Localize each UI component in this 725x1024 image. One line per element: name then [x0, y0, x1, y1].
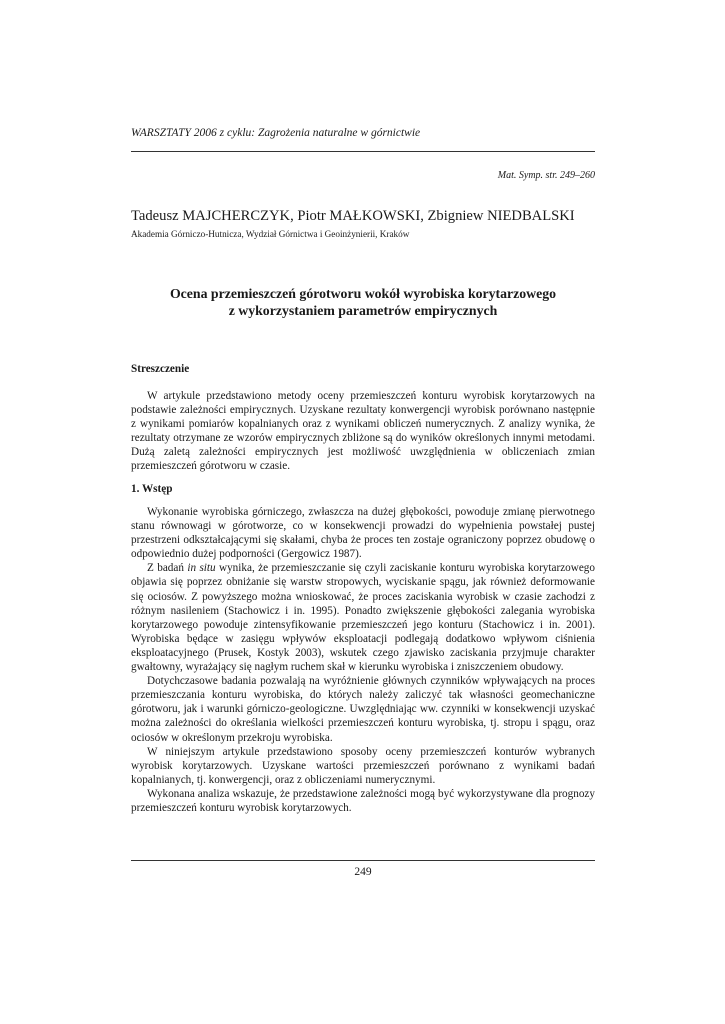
- intro-paragraph-5: Wykonana analiza wskazuje, że przedstawione zależności mogą być wykorzystywane dla prognozy przemieszczeń konturu wyrobisk korytarzowych.: [131, 787, 595, 814]
- p2-lead: Z badań: [147, 562, 188, 575]
- intro-paragraph-2: [131, 561, 595, 674]
- header-rule: [131, 151, 595, 152]
- affiliation: Akademia Górniczo-Hutnicza, Wydział Górnictwa i Geoinżynierii, Kraków: [131, 229, 410, 239]
- intro-paragraph-1: Wykonanie wyrobiska górniczego, zwłaszcza na dużej głębokości, powoduje zmianę pierwotnego stanu równowagi w górotworze, co w konsekwencji prowadzi do wypełnienia powstałej pustej przestrzeni odkształcającymi się skałami, chyba że proces ten zostaje ograniczony poprzez obudowę o odpowiednio dużej podporności (Gergowicz 1987).: [131, 506, 595, 561]
- p2-italic-term: in situ: [187, 562, 216, 575]
- section-heading-intro: 1. Wstęp: [131, 483, 173, 495]
- abstract-paragraph: W artykule przedstawiono metody oceny przemieszczeń konturu wyrobisk korytarzowych na podstawie zależności empirycznych. Uzyskane rezultaty konwergencji wyrobisk porównano następnie z wynikami pomiarów kopalnianych oraz z wynikami obliczeń numerycznych. Z analizy wynika, że rezultaty otrzymane ze wzorów empirycznych zbliżone są do wyników określonych innymi metodami. Dużą zaletą zależności empirycznych jest możliwość uwzględnienia w obliczeniach zmian przemieszczeń górotworu w czasie.: [131, 390, 595, 473]
- footer-rule: [131, 860, 595, 861]
- intro-body: [131, 505, 595, 815]
- running-head: WARSZTATY 2006 z cyklu: Zagrożenia naturalne w górnictwie: [131, 127, 421, 139]
- intro-paragraph-3: Dotychczasowe badania pozwalają na wyróżnienie głównych czynników wpływających na proces przemieszczania konturu wyrobiska, do których należy zaliczyć tak własności geomechaniczne górotworu, jak i warunki górniczo-geologiczne. Uwzględniając ww. czynniki w konsekwencji uzyskać można zależności do określania wielkości przemieszczeń konturu wyrobiska, tj. stropu i spągu, oraz ociosów w określonym przekroju wyrobiska.: [131, 675, 595, 744]
- p2-rest: wynika, że przemieszczanie się czyli zaciskanie konturu wyrobiska korytarzowego objawia się poprzez obniżanie się warstw stropowych, wyciskanie spągu, jak również deformowanie się ociosów. Z powyższego można wnioskować, że proces zaciskania wyrobisk w czasie zachodzi z różnym nasileniem (Stachowicz i in. 1995). Ponadto zwiększenie głębokości zalegania wyrobiska korytarzowego powoduje zintensyfikowanie przemieszczeń jego konturu (Stachowicz i in. 2001). Wyrobiska będące w zasięgu wpływów eksploatacji podlegają dodatkowo wpływom ciśnienia eksploatacyjnego (Prusek, Kostyk 2003), wskutek czego zjawisko zaciskania przyjmuje charakter gwałtowny, wyrażający się nagłym ruchem skał w kierunku wyrobiska i zniszczeniem obudowy.: [131, 562, 595, 674]
- title-line-1: Ocena przemieszczeń górotworu wokół wyrobiska korytarzowego: [169, 286, 557, 301]
- abstract-body: [131, 389, 595, 474]
- citation: Mat. Symp. str. 249–260: [497, 170, 595, 181]
- page-number: 249: [354, 866, 372, 878]
- page: [131, 0, 595, 1024]
- authors: Tadeusz MAJCHERCZYK, Piotr MAŁKOWSKI, Zbigniew NIEDBALSKI: [131, 208, 575, 224]
- paper-title: [131, 285, 595, 319]
- abstract-heading: Streszczenie: [131, 363, 190, 375]
- title-line-2: z wykorzystaniem parametrów empirycznych: [228, 303, 498, 318]
- intro-paragraph-4: W niniejszym artykule przedstawiono sposoby oceny przemieszczeń konturów wybranych wyrobisk korytarzowych. Uzyskane wartości przemieszczeń porównano z wynikami badań kopalnianych, tj. konwergencji, oraz z obliczeniami numerycznymi.: [131, 745, 595, 786]
